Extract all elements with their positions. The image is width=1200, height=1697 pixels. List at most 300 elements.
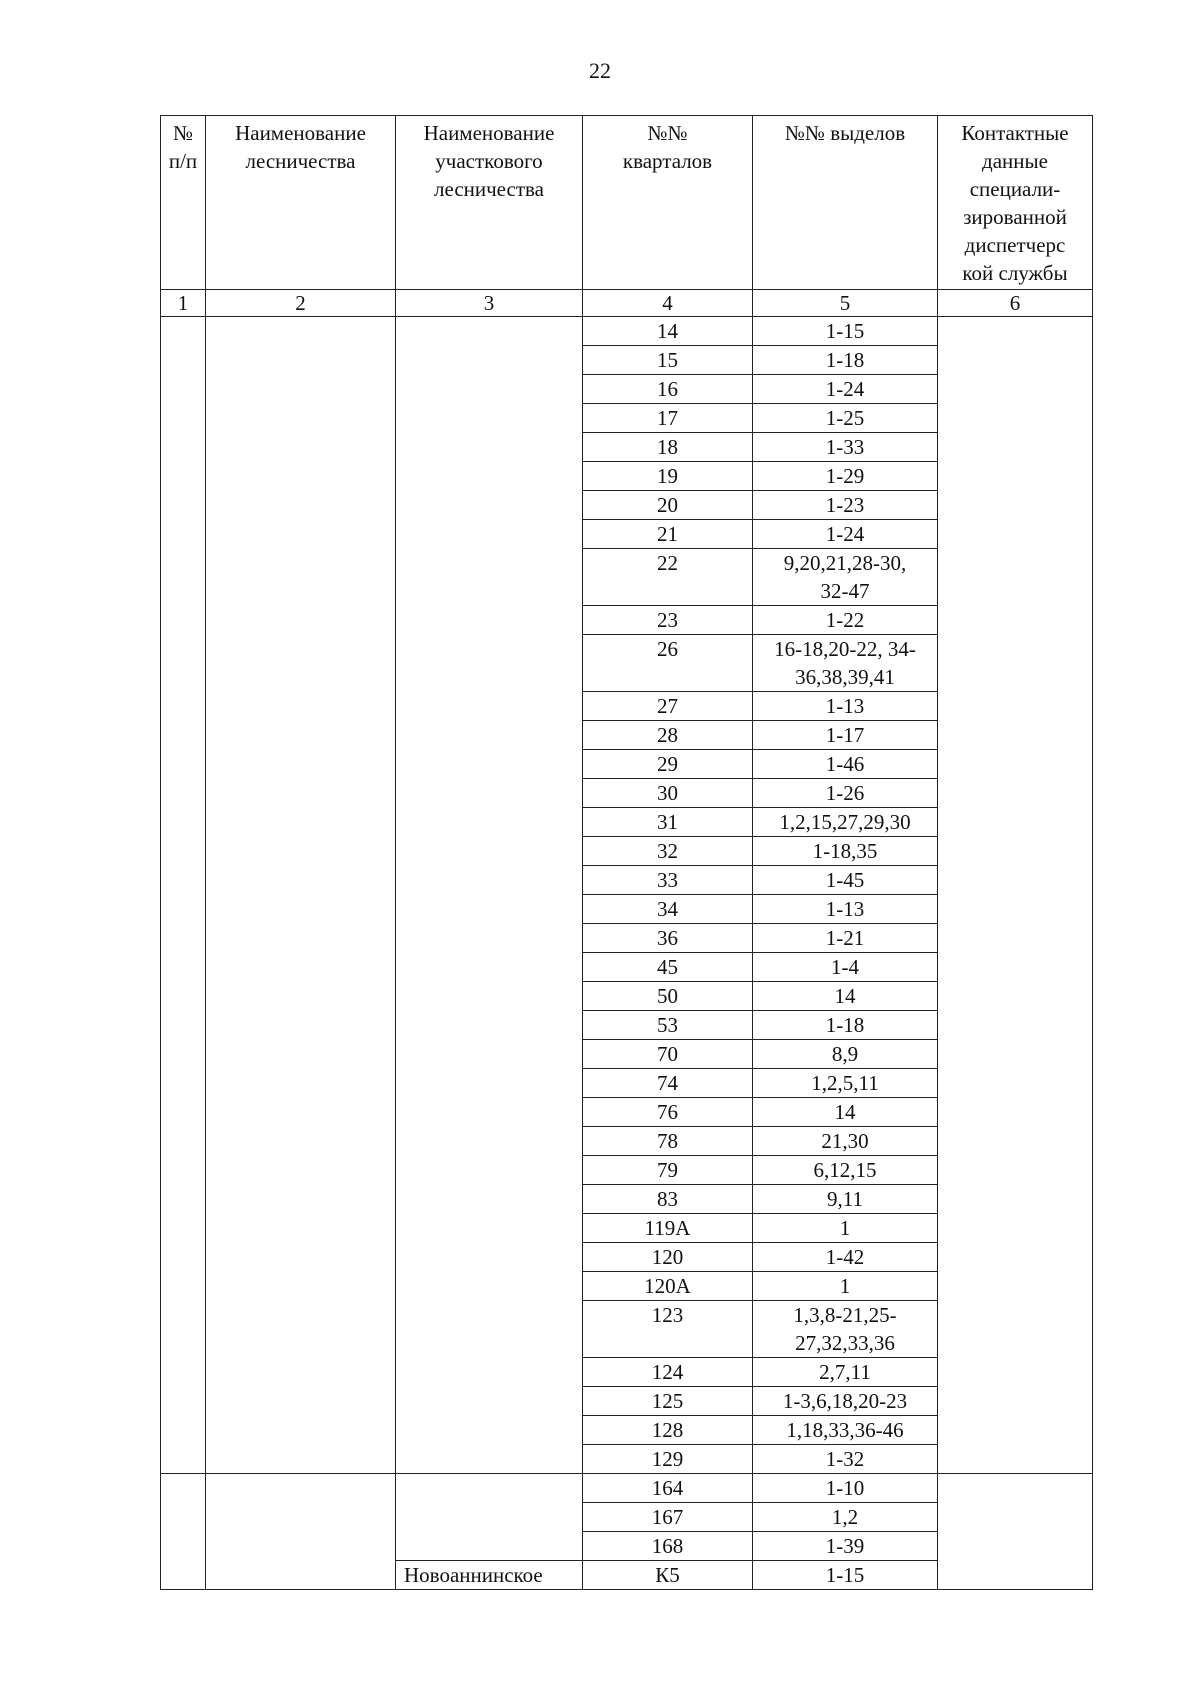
header-cell-5: №№ выделов: [753, 116, 938, 290]
quarter-cell: 125: [583, 1387, 753, 1416]
row-number-cell: [161, 635, 206, 692]
quarter-cell: 53: [583, 1011, 753, 1040]
quarter-cell: 168: [583, 1532, 753, 1561]
row-number-cell: [161, 1272, 206, 1301]
forestry-cell: [206, 1040, 396, 1069]
contacts-cell: [938, 895, 1093, 924]
table-row: [161, 1561, 1093, 1590]
district-forestry-cell: [396, 606, 583, 635]
row-number-cell: [161, 1532, 206, 1561]
contacts-cell: [938, 375, 1093, 404]
table-row: [161, 433, 1093, 462]
column-number-1: 1: [161, 290, 206, 317]
forestry-cell: [206, 1243, 396, 1272]
district-forestry-cell: [396, 953, 583, 982]
sections-cell: 1,3,8-21,25- 27,32,33,36: [753, 1301, 938, 1358]
row-number-cell: [161, 808, 206, 837]
sections-cell: 1,2: [753, 1503, 938, 1532]
table-row: [161, 1358, 1093, 1387]
sections-cell: 1-45: [753, 866, 938, 895]
forestry-cell: [206, 491, 396, 520]
district-forestry-cell: [396, 520, 583, 549]
row-number-cell: [161, 1040, 206, 1069]
forestry-cell: [206, 779, 396, 808]
table-header: [161, 116, 1093, 317]
contacts-cell: [938, 404, 1093, 433]
district-forestry-cell: [396, 1156, 583, 1185]
sections-cell: 1-39: [753, 1532, 938, 1561]
forestry-cell: [206, 692, 396, 721]
forestry-cell: [206, 1474, 396, 1503]
row-number-cell: [161, 1243, 206, 1272]
contacts-cell: [938, 1387, 1093, 1416]
contacts-cell: [938, 1474, 1093, 1503]
forestry-cell: [206, 1561, 396, 1590]
contacts-cell: [938, 1040, 1093, 1069]
quarter-cell: 18: [583, 433, 753, 462]
quarter-cell: 33: [583, 866, 753, 895]
table-row: [161, 1156, 1093, 1185]
forestry-cell: [206, 866, 396, 895]
sections-cell: 1-33: [753, 433, 938, 462]
district-forestry-cell: [396, 1387, 583, 1416]
table-row: [161, 404, 1093, 433]
contacts-cell: [938, 1358, 1093, 1387]
contacts-cell: [938, 808, 1093, 837]
quarter-cell: 23: [583, 606, 753, 635]
quarter-cell: 120А: [583, 1272, 753, 1301]
row-number-cell: [161, 750, 206, 779]
forestry-cell: [206, 1127, 396, 1156]
contacts-cell: [938, 491, 1093, 520]
quarter-cell: 70: [583, 1040, 753, 1069]
district-forestry-cell: [396, 1243, 583, 1272]
district-forestry-cell: [396, 808, 583, 837]
district-forestry-cell: [396, 1011, 583, 1040]
forestry-cell: [206, 606, 396, 635]
table-row: [161, 491, 1093, 520]
row-number-cell: [161, 520, 206, 549]
contacts-cell: [938, 1214, 1093, 1243]
quarter-cell: 28: [583, 721, 753, 750]
table-row: [161, 375, 1093, 404]
forestry-cell: [206, 1185, 396, 1214]
district-forestry-cell: [396, 895, 583, 924]
row-number-cell: [161, 953, 206, 982]
district-forestry-cell: [396, 1214, 583, 1243]
table-row: [161, 1272, 1093, 1301]
forestry-cell: [206, 953, 396, 982]
column-number-4: 4: [583, 290, 753, 317]
forestry-cell: [206, 317, 396, 346]
district-forestry-cell: [396, 346, 583, 375]
row-number-cell: [161, 462, 206, 491]
row-number-cell: [161, 1387, 206, 1416]
forestry-cell: [206, 346, 396, 375]
table-row: [161, 1301, 1093, 1358]
forestry-cell: [206, 1445, 396, 1474]
quarter-cell: 21: [583, 520, 753, 549]
sections-cell: 14: [753, 982, 938, 1011]
sections-cell: 1-3,6,18,20-23: [753, 1387, 938, 1416]
sections-cell: 8,9: [753, 1040, 938, 1069]
quarter-cell: 34: [583, 895, 753, 924]
forestry-cell: [206, 808, 396, 837]
sections-cell: 1-15: [753, 317, 938, 346]
table-row: [161, 1474, 1093, 1503]
table-row: [161, 1214, 1093, 1243]
sections-cell: 1-18: [753, 1011, 938, 1040]
forestry-cell: [206, 1387, 396, 1416]
forestry-cell: [206, 1214, 396, 1243]
table-row: [161, 1416, 1093, 1445]
row-number-cell: [161, 1416, 206, 1445]
district-forestry-cell: [396, 549, 583, 606]
district-forestry-cell: [396, 491, 583, 520]
contacts-cell: [938, 953, 1093, 982]
quarter-cell: 50: [583, 982, 753, 1011]
column-number-5: 5: [753, 290, 938, 317]
sections-cell: 1-13: [753, 895, 938, 924]
sections-cell: 1-42: [753, 1243, 938, 1272]
row-number-cell: [161, 1445, 206, 1474]
district-forestry-cell: [396, 924, 583, 953]
quarter-cell: 124: [583, 1358, 753, 1387]
forestry-cell: [206, 982, 396, 1011]
district-forestry-cell: [396, 1069, 583, 1098]
row-number-cell: [161, 433, 206, 462]
table-row: [161, 1069, 1093, 1098]
sections-cell: 1,2,15,27,29,30: [753, 808, 938, 837]
district-forestry-cell: [396, 462, 583, 491]
row-number-cell: [161, 1011, 206, 1040]
row-number-cell: [161, 982, 206, 1011]
forestry-cell: [206, 635, 396, 692]
forestry-table: [160, 115, 1093, 1590]
contacts-cell: [938, 1503, 1093, 1532]
district-forestry-cell: [396, 375, 583, 404]
table-row: [161, 1387, 1093, 1416]
header-cell-4: №№ кварталов: [583, 116, 753, 290]
forestry-cell: [206, 1098, 396, 1127]
quarter-cell: 74: [583, 1069, 753, 1098]
quarter-cell: 26: [583, 635, 753, 692]
sections-cell: 1-4: [753, 953, 938, 982]
contacts-cell: [938, 1127, 1093, 1156]
row-number-cell: [161, 1474, 206, 1503]
district-forestry-cell: [396, 1040, 583, 1069]
contacts-cell: [938, 462, 1093, 491]
sections-cell: 16-18,20-22, 34- 36,38,39,41: [753, 635, 938, 692]
column-number-2: 2: [206, 290, 396, 317]
quarter-cell: 83: [583, 1185, 753, 1214]
quarter-cell: 78: [583, 1127, 753, 1156]
sections-cell: 1: [753, 1214, 938, 1243]
forestry-cell: [206, 924, 396, 953]
district-forestry-cell: [396, 692, 583, 721]
forestry-cell: [206, 433, 396, 462]
sections-cell: 1-46: [753, 750, 938, 779]
forestry-cell: [206, 1416, 396, 1445]
contacts-cell: [938, 982, 1093, 1011]
header-cell-6: Контактные данные специали- зированной диспетчерс кой службы: [938, 116, 1093, 290]
contacts-cell: [938, 317, 1093, 346]
quarter-cell: 76: [583, 1098, 753, 1127]
quarter-cell: 17: [583, 404, 753, 433]
table-row: [161, 779, 1093, 808]
table-row: [161, 1011, 1093, 1040]
quarter-cell: 15: [583, 346, 753, 375]
contacts-cell: [938, 1532, 1093, 1561]
table-row: [161, 1445, 1093, 1474]
row-number-cell: [161, 375, 206, 404]
table-row: [161, 1185, 1093, 1214]
row-number-cell: [161, 1069, 206, 1098]
contacts-cell: [938, 866, 1093, 895]
table-row: [161, 750, 1093, 779]
forestry-cell: [206, 1358, 396, 1387]
contacts-cell: [938, 1156, 1093, 1185]
sections-cell: 1-23: [753, 491, 938, 520]
table-row: [161, 953, 1093, 982]
sections-cell: 1-10: [753, 1474, 938, 1503]
table-row: [161, 635, 1093, 692]
table-row: [161, 982, 1093, 1011]
forestry-cell: [206, 404, 396, 433]
district-forestry-cell: [396, 1127, 583, 1156]
quarter-cell: 29: [583, 750, 753, 779]
row-number-cell: [161, 866, 206, 895]
sections-cell: 1-26: [753, 779, 938, 808]
contacts-cell: [938, 721, 1093, 750]
row-number-cell: [161, 1503, 206, 1532]
column-number-6: 6: [938, 290, 1093, 317]
quarter-cell: 27: [583, 692, 753, 721]
forestry-cell: [206, 1156, 396, 1185]
contacts-cell: [938, 1445, 1093, 1474]
quarter-cell: 22: [583, 549, 753, 606]
contacts-cell: [938, 1416, 1093, 1445]
quarter-cell: 167: [583, 1503, 753, 1532]
table-row: [161, 924, 1093, 953]
district-forestry-cell: [396, 750, 583, 779]
table-row: [161, 1532, 1093, 1561]
district-forestry-cell: [396, 779, 583, 808]
quarter-cell: 36: [583, 924, 753, 953]
contacts-cell: [938, 433, 1093, 462]
table-row: [161, 692, 1093, 721]
contacts-cell: [938, 635, 1093, 692]
row-number-cell: [161, 1185, 206, 1214]
quarter-cell: 119А: [583, 1214, 753, 1243]
contacts-cell: [938, 606, 1093, 635]
row-number-cell: [161, 404, 206, 433]
contacts-cell: [938, 549, 1093, 606]
row-number-cell: [161, 1561, 206, 1590]
quarter-cell: 16: [583, 375, 753, 404]
contacts-cell: [938, 779, 1093, 808]
row-number-cell: [161, 606, 206, 635]
table-row: [161, 1243, 1093, 1272]
sections-cell: 14: [753, 1098, 938, 1127]
quarter-cell: 14: [583, 317, 753, 346]
header-row: [161, 116, 1093, 290]
district-forestry-cell: [396, 1474, 583, 1503]
row-number-cell: [161, 1358, 206, 1387]
row-number-cell: [161, 779, 206, 808]
row-number-cell: [161, 837, 206, 866]
forestry-cell: [206, 1301, 396, 1358]
quarter-cell: 20: [583, 491, 753, 520]
district-forestry-cell: [396, 635, 583, 692]
row-number-cell: [161, 721, 206, 750]
sections-cell: 2,7,11: [753, 1358, 938, 1387]
table-row: [161, 866, 1093, 895]
contacts-cell: [938, 346, 1093, 375]
quarter-cell: 79: [583, 1156, 753, 1185]
sections-cell: 1,2,5,11: [753, 1069, 938, 1098]
district-forestry-cell: [396, 837, 583, 866]
district-forestry-cell: [396, 1301, 583, 1358]
district-forestry-cell: [396, 1358, 583, 1387]
header-cell-2: Наименование лесничества: [206, 116, 396, 290]
forestry-cell: [206, 375, 396, 404]
contacts-cell: [938, 1011, 1093, 1040]
quarter-cell: К5: [583, 1561, 753, 1590]
quarter-cell: 45: [583, 953, 753, 982]
district-forestry-cell: [396, 1532, 583, 1561]
table-row: [161, 808, 1093, 837]
header-cell-1: № п/п: [161, 116, 206, 290]
sections-cell: 9,20,21,28-30, 32-47: [753, 549, 938, 606]
table-row: [161, 721, 1093, 750]
sections-cell: 9,11: [753, 1185, 938, 1214]
district-forestry-cell: [396, 1445, 583, 1474]
district-forestry-cell: [396, 1416, 583, 1445]
forestry-cell: [206, 1503, 396, 1532]
district-forestry-cell: [396, 433, 583, 462]
row-number-cell: [161, 491, 206, 520]
contacts-cell: [938, 1185, 1093, 1214]
forestry-cell: [206, 520, 396, 549]
forestry-cell: [206, 895, 396, 924]
sections-cell: 1,18,33,36-46: [753, 1416, 938, 1445]
sections-cell: 1-24: [753, 520, 938, 549]
district-forestry-cell: [396, 1185, 583, 1214]
district-forestry-cell: [396, 1272, 583, 1301]
quarter-cell: 129: [583, 1445, 753, 1474]
row-number-cell: [161, 1098, 206, 1127]
district-forestry-cell: [396, 982, 583, 1011]
table-row: [161, 1040, 1093, 1069]
header-cell-3: Наименование участкового лесничества: [396, 116, 583, 290]
quarter-cell: 123: [583, 1301, 753, 1358]
contacts-cell: [938, 520, 1093, 549]
forestry-cell: [206, 750, 396, 779]
column-number-3: 3: [396, 290, 583, 317]
sections-cell: 1-29: [753, 462, 938, 491]
row-number-cell: [161, 1156, 206, 1185]
district-forestry-cell: [396, 1503, 583, 1532]
sections-cell: 6,12,15: [753, 1156, 938, 1185]
row-number-cell: [161, 895, 206, 924]
table-row: [161, 346, 1093, 375]
contacts-cell: [938, 750, 1093, 779]
contacts-cell: [938, 1069, 1093, 1098]
quarter-cell: 31: [583, 808, 753, 837]
sections-cell: 1-32: [753, 1445, 938, 1474]
sections-cell: 1-17: [753, 721, 938, 750]
district-forestry-cell: [396, 404, 583, 433]
contacts-cell: [938, 924, 1093, 953]
sections-cell: 1-25: [753, 404, 938, 433]
sections-cell: 1-24: [753, 375, 938, 404]
page-number: 22: [589, 58, 611, 83]
row-number-cell: [161, 346, 206, 375]
table-row: [161, 520, 1093, 549]
forestry-cell: [206, 1272, 396, 1301]
row-number-cell: [161, 317, 206, 346]
sections-cell: 1-22: [753, 606, 938, 635]
table-body: [161, 317, 1093, 1590]
contacts-cell: [938, 1098, 1093, 1127]
row-number-cell: [161, 1214, 206, 1243]
quarter-cell: 164: [583, 1474, 753, 1503]
sections-cell: 1: [753, 1272, 938, 1301]
quarter-cell: 128: [583, 1416, 753, 1445]
forestry-cell: [206, 1532, 396, 1561]
forestry-cell: [206, 837, 396, 866]
contacts-cell: [938, 1272, 1093, 1301]
forestry-cell: [206, 1069, 396, 1098]
quarter-cell: 32: [583, 837, 753, 866]
sections-cell: 21,30: [753, 1127, 938, 1156]
row-number-cell: [161, 692, 206, 721]
sections-cell: 1-21: [753, 924, 938, 953]
table-row: [161, 317, 1093, 346]
quarter-cell: 120: [583, 1243, 753, 1272]
quarter-cell: 30: [583, 779, 753, 808]
forestry-cell: [206, 721, 396, 750]
district-forestry-cell: [396, 721, 583, 750]
forestry-cell: [206, 549, 396, 606]
district-forestry-cell: [396, 866, 583, 895]
district-forestry-cell: [396, 317, 583, 346]
contacts-cell: [938, 837, 1093, 866]
table-row: [161, 895, 1093, 924]
district-forestry-cell: [396, 1098, 583, 1127]
table-row: [161, 1127, 1093, 1156]
contacts-cell: [938, 692, 1093, 721]
contacts-cell: [938, 1243, 1093, 1272]
contacts-cell: [938, 1561, 1093, 1590]
sections-cell: 1-13: [753, 692, 938, 721]
sections-cell: 1-15: [753, 1561, 938, 1590]
forestry-cell: [206, 1011, 396, 1040]
table-row: [161, 1503, 1093, 1532]
row-number-cell: [161, 549, 206, 606]
table-row: [161, 837, 1093, 866]
district-forestry-cell: Новоаннинское: [396, 1561, 583, 1590]
contacts-cell: [938, 1301, 1093, 1358]
row-number-cell: [161, 924, 206, 953]
table-row: [161, 549, 1093, 606]
sections-cell: 1-18: [753, 346, 938, 375]
forestry-cell: [206, 462, 396, 491]
row-number-cell: [161, 1301, 206, 1358]
table-row: [161, 462, 1093, 491]
column-numbers-row: [161, 290, 1093, 317]
